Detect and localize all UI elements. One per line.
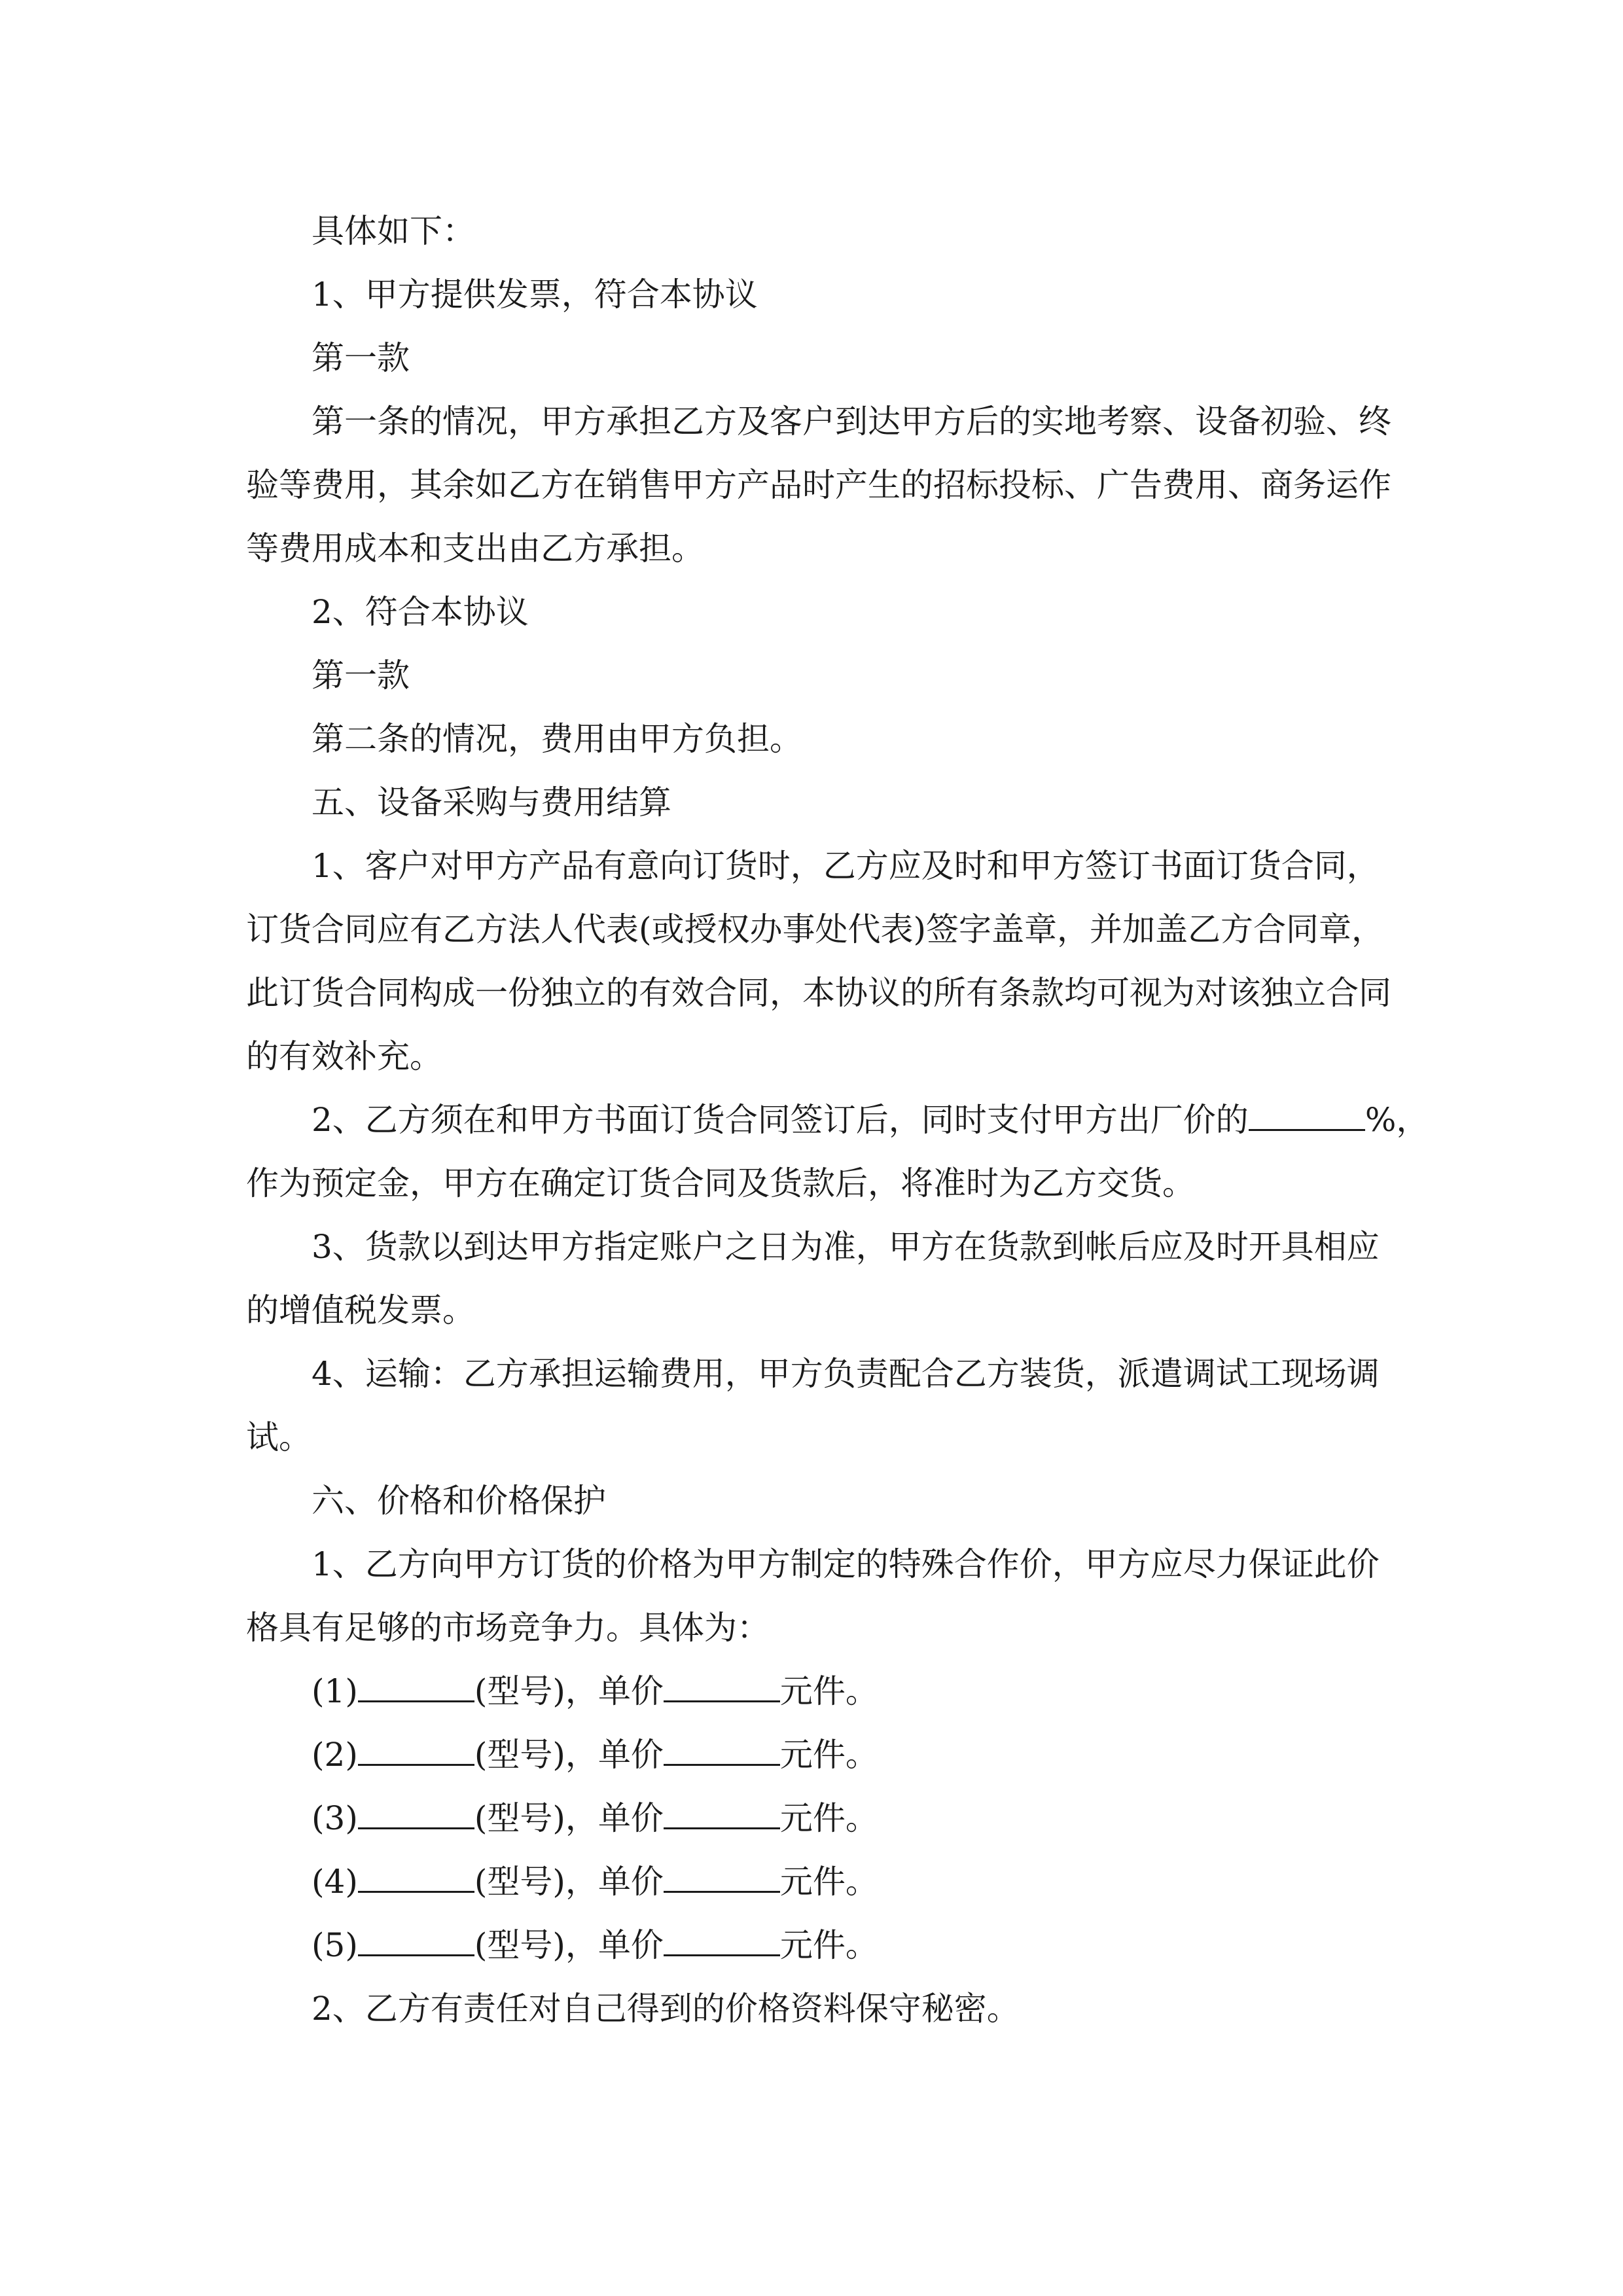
price-item-unit: 元件。 [779, 1736, 878, 1774]
price-item-unit: 元件。 [779, 1926, 878, 1964]
clause-2-ref: 第一款 [312, 656, 410, 694]
clause-1-ref: 第一款 [312, 339, 410, 377]
section-5-item-1-line: 订货合同应有乙方法人代表(或授权办事处代表)签字盖章，并加盖乙方合同章， [246, 910, 1385, 948]
model-blank [358, 1799, 474, 1829]
price-item [312, 1926, 878, 1965]
section-5-item-1-line: 的有效补充。 [246, 1037, 442, 1075]
price-item-model-label: (型号)，单价 [474, 1672, 664, 1710]
clause-1-text-line: 等费用成本和支出由乙方承担。 [246, 529, 704, 567]
section-5-item-1-line: 1、客户对甲方产品有意向订货时，乙方应及时和甲方签订书面订货合同， [312, 847, 1380, 885]
price-item [312, 1735, 878, 1774]
section-6-item-1-line: 格具有足够的市场竞争力。具体为： [246, 1609, 770, 1647]
section-6-item-2: 2、乙方有责任对自己得到的价格资料保守秘密。 [312, 1990, 1020, 2028]
price-item-number: (5) [312, 1926, 358, 1964]
price-item-unit: 元件。 [779, 1799, 878, 1837]
section-5-item-2-text: 2、乙方须在和甲方书面订货合同签订后，同时支付甲方出厂价的 [312, 1101, 1249, 1139]
price-blank [664, 1799, 780, 1829]
price-item-unit: 元件。 [779, 1672, 878, 1710]
section-5-item-4-line: 试。 [246, 1418, 312, 1456]
section-5-item-1-line: 此订货合同构成一份独立的有效合同，本协议的所有条款均可视为对该独立合同 [246, 974, 1391, 1012]
section-5-item-2-line [312, 1100, 1429, 1139]
price-item-unit: 元件。 [779, 1863, 878, 1901]
clause-1: 1、甲方提供发票，符合本协议 [312, 276, 758, 314]
section-5-item-3-line: 3、货款以到达甲方指定账户之日为准，甲方在货款到帐后应及时开具相应 [312, 1228, 1380, 1266]
price-blank [664, 1672, 780, 1702]
section-5-item-2-line: 作为预定金，甲方在确定订货合同及货款后，将准时为乙方交货。 [246, 1164, 1195, 1202]
section-5-heading: 五、设备采购与费用结算 [312, 783, 671, 821]
model-blank [358, 1862, 474, 1893]
price-blank [664, 1735, 780, 1766]
percent-sign: %， [1364, 1101, 1429, 1139]
price-item [312, 1799, 878, 1838]
section-5-item-3-line: 的增值税发票。 [246, 1291, 475, 1329]
paragraph-intro: 具体如下： [312, 212, 475, 250]
price-item-model-label: (型号)，单价 [474, 1799, 664, 1837]
clause-2: 2、符合本协议 [312, 593, 529, 631]
clause-1-text-line: 验等费用，其余如乙方在销售甲方产品时产生的招标投标、广告费用、商务运作 [246, 466, 1391, 504]
model-blank [358, 1926, 474, 1956]
price-blank [664, 1862, 780, 1893]
model-blank [358, 1672, 474, 1702]
price-item [312, 1672, 878, 1711]
price-item-number: (1) [312, 1672, 358, 1710]
percent-blank [1249, 1100, 1365, 1131]
section-6-heading: 六、价格和价格保护 [312, 1482, 606, 1520]
price-item [312, 1862, 878, 1901]
price-item-number: (3) [312, 1799, 358, 1837]
model-blank [358, 1735, 474, 1766]
section-5-item-4-line: 4、运输：乙方承担运输费用，甲方负责配合乙方装货，派遣调试工现场调 [312, 1355, 1380, 1393]
price-item-model-label: (型号)，单价 [474, 1736, 664, 1774]
price-item-number: (4) [312, 1863, 358, 1901]
price-item-model-label: (型号)，单价 [474, 1926, 664, 1964]
section-6-item-1-line: 1、乙方向甲方订货的价格为甲方制定的特殊合作价，甲方应尽力保证此价 [312, 1545, 1380, 1583]
clause-1-text-line: 第一条的情况，甲方承担乙方及客户到达甲方后的实地考察、设备初验、终 [312, 403, 1391, 440]
clause-2-text: 第二条的情况，费用由甲方负担。 [312, 720, 802, 758]
price-blank [664, 1926, 780, 1956]
price-item-model-label: (型号)，单价 [474, 1863, 664, 1901]
price-item-number: (2) [312, 1736, 358, 1774]
